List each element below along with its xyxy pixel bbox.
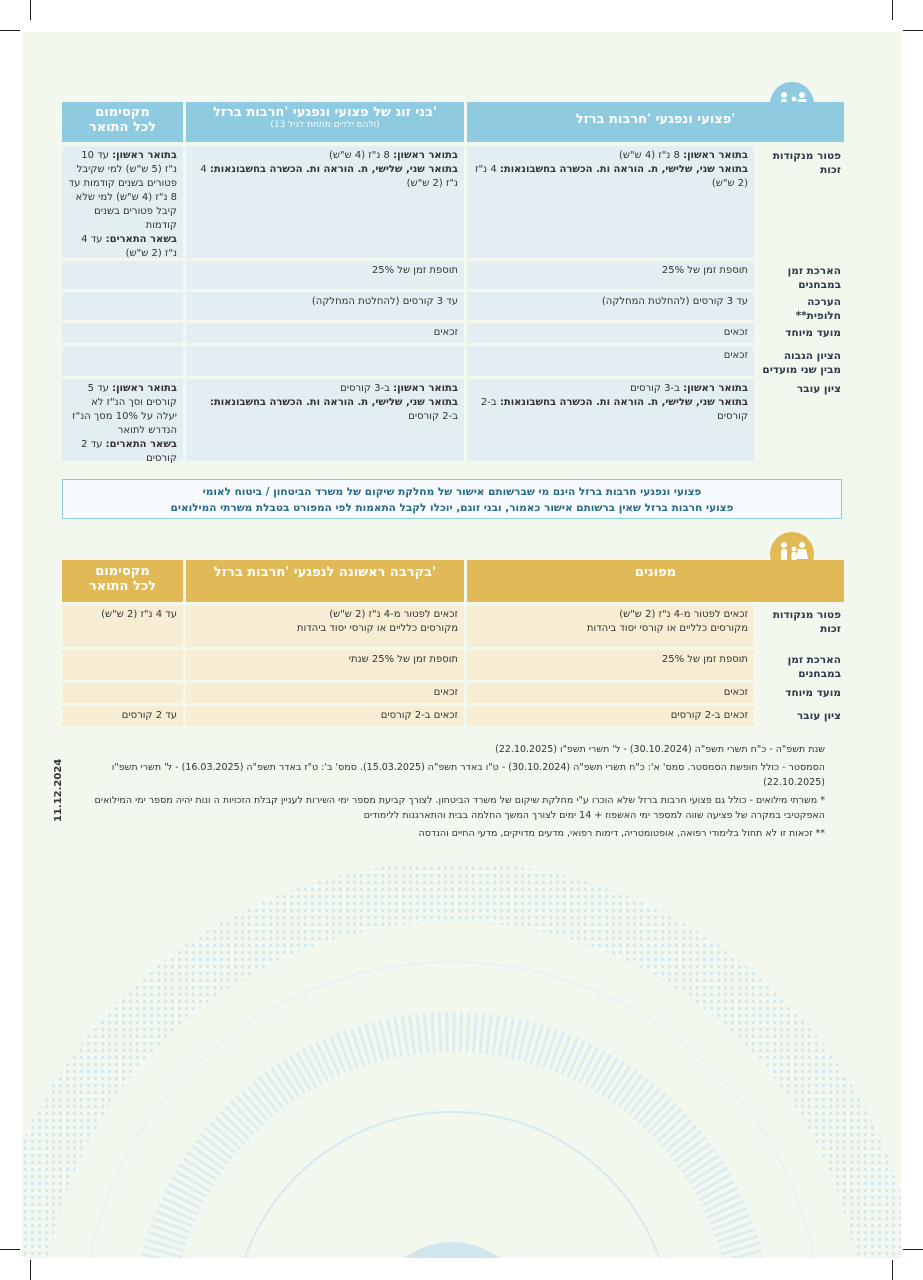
table-cell: זכאים [186, 683, 464, 703]
table-cell [62, 379, 183, 464]
cell-text: 8 נ"ז (4 ש"ש) [618, 150, 684, 161]
table-cell [186, 146, 464, 258]
cell-text: ב-2 קורסים [480, 397, 748, 422]
footnote: הסמסטר - כולל חופשת הסמסטר. סמס' א': כ"ח תשרי תשפ"ה (30.10.2024) - ט"ו באדר תשפ"ה (15.03.2025). סמס' ב': ט"ז באדר תשפ"ה (16.03.2025) - ל' תשרי תשפ"ו (22.10.2025) [111, 762, 825, 788]
table-cell [186, 605, 464, 647]
cell-text: 4 נ"ז (2 ש"ש) [475, 164, 748, 189]
table-cell: עד 4 נ"ז (2 ש"ש) [62, 605, 183, 647]
footnotes [85, 742, 825, 844]
cell-bold: בתואר שני, שלישי, ת. הוראה ות. הכשרה בחשבונאות: [499, 164, 748, 175]
notice-line: פצועי חרבות ברזל שאין ברשותם אישור כאמור, ובני זוגם, יוכלו לקבל התאמות לפי המפורט בטבלת משרתי המילואים [170, 502, 734, 514]
table1-header-col2 [186, 102, 464, 142]
row-label: ציון עובר [796, 383, 841, 395]
header-label: מקסימום [95, 564, 150, 579]
row-label: פטור מנקודות זכות [772, 609, 841, 635]
notice-line: פצועי ונפגעי חרבות ברזל הינם מי שברשותם אישור של מחלקת שיקום של משרד הביטחון / ביטוח לאומי [202, 486, 702, 498]
cell-text: ב-3 קורסים [340, 383, 394, 394]
cell-text: עד 2 קורסים [81, 439, 177, 464]
header-label: בני זוג של פצועי ונפגעי 'חרבות ברזל' [212, 105, 437, 120]
cell-bold: בתואר שני, שלישי, ת. הוראה ות. הכשרה בחשבונאות: [499, 397, 748, 408]
header-label: בקרבה ראשונה לנפגעי 'חרבות ברזל' [213, 565, 437, 580]
table-cell [62, 346, 183, 376]
cell-text: זכאים לפטור מ-4 נ"ז (2 ש"ש) [619, 609, 748, 620]
cell-bold: בתואר ראשון: [683, 383, 748, 394]
notice-box [62, 479, 842, 519]
cell-text: 4 נ"ז (2 ש"ש) [200, 164, 458, 189]
crop-mark [30, 1260, 31, 1280]
table2-header-max [62, 560, 183, 602]
header-label: לכל התואר [88, 120, 157, 135]
cell-text: ב-2 קורסים [408, 411, 458, 422]
crop-mark [903, 30, 923, 31]
cell-bold: בתואר ראשון: [112, 150, 177, 161]
cell-bold: בתואר שני, שלישי, ת. הוראה ות. הכשרה בחשבונאות: [209, 164, 458, 175]
crop-mark [30, 0, 31, 20]
table-cell: זכאים [467, 323, 754, 343]
cell-bold: בתואר ראשון: [112, 383, 177, 394]
footnote: ** זכאות זו לא תחול בלימודי רפואה, אופטומטריה, דימות רפואי, מדעים מדויקים, מדעי החיים והנדסה [418, 828, 825, 839]
table1-header-max [62, 102, 183, 142]
table-cell: זכאים [467, 346, 754, 376]
table-cell: תוספת זמן של 25% [467, 261, 754, 289]
row-label: פטור מנקודות זכות [772, 150, 841, 176]
crop-mark [903, 1249, 923, 1250]
row-label: הציון הגבוה מבין שני מועדים [762, 350, 841, 376]
table2-header-col2 [186, 560, 464, 602]
table-cell: תוספת זמן של 25% [186, 261, 464, 289]
header-label: מקסימום [95, 105, 150, 120]
table-cell [467, 379, 754, 461]
page [22, 32, 901, 1258]
cell-text: מקורסים כלליים או קורסי יסוד ביהדות [586, 623, 748, 634]
crop-mark [892, 1260, 893, 1280]
table-cell: עד 2 קורסים [62, 706, 183, 726]
cell-bold: בתואר שני, שלישי, ת. הוראה ות. הכשרה בחשבונאות: [209, 397, 458, 408]
table-cell: עד 3 קורסים (להחלטת המחלקה) [186, 292, 464, 320]
table-cell: תוספת זמן של 25% [467, 650, 754, 680]
table-cell [62, 683, 183, 703]
table1-header-col1 [467, 102, 844, 142]
table-cell [467, 605, 754, 647]
cell-text: עד 10 נ"ז (5 ש"ש) למי שקיבל פטורים בשנים קודמות עד 8 נ"ז (4 ש"ש) למי שלא קיבל פטורים בשנים קודמות [68, 150, 177, 231]
row-label: ציון עובר [796, 710, 841, 722]
footnote: שנת תשפ"ה - כ"ח תשרי תשפ"ה (30.10.2024) - ל' תשרי תשפ"ו (22.10.2025) [495, 744, 825, 755]
cell-text: עד 4 נ"ז (2 ש"ש) [81, 234, 177, 259]
header-label: לכל התואר [88, 579, 157, 594]
footnote: * משרתי מילואים - כולל גם פצועי חרבות ברזל שלא הוכרו ע"י מחלקת שיקום של משרד הביטחון. לצורך קביעת מספר ימי השירות לעניין קבלת הזכויות ה ונות יהיה מספר ימי המילואים האפקטיבי במקרה של פציעה שווה למספר ימי האשפוז + 14 ימים לצורך המשך החלמה בבית והתארגנות ללימודים [94, 795, 825, 821]
table-cell [62, 261, 183, 289]
table2-header-col1 [467, 560, 844, 602]
crop-mark [0, 1249, 20, 1250]
row-label: הערכה חלופית** [795, 296, 841, 322]
crop-mark [892, 0, 893, 20]
table-cell [186, 346, 464, 376]
table-cell: זכאים ב-2 קורסים [467, 706, 754, 726]
table-cell: זכאים [467, 683, 754, 703]
table-cell: זכאים [186, 323, 464, 343]
cell-bold: בתואר ראשון: [393, 150, 458, 161]
table-cell [186, 379, 464, 461]
table-cell [62, 650, 183, 680]
cell-text: עד 5 קורסים וסך הנ"ז לא יעלה על 10% מסך הנ"ז הנדרש לתואר [72, 383, 177, 436]
row-label: מועד מיוחד [785, 687, 841, 699]
cell-bold: בשאר התארים: [105, 234, 177, 245]
table-cell [62, 323, 183, 343]
document-date: 11.12.2024 [53, 758, 64, 822]
table-cell [467, 146, 754, 258]
cell-text: 8 נ"ז (4 ש"ש) [328, 150, 394, 161]
header-sublabel: (ולהם ילדים מתחת לגיל 13) [270, 120, 380, 130]
cell-text: זכאים לפטור מ-4 נ"ז (2 ש"ש) [329, 609, 458, 620]
cell-text: ב-3 קורסים [630, 383, 684, 394]
row-label: הארכת זמן במבחנים [787, 654, 841, 680]
cell-bold: בתואר ראשון: [393, 383, 458, 394]
header-label: פצועי ונפגעי 'חרבות ברזל' [575, 112, 736, 127]
table-cell: זכאים ב-2 קורסים [186, 706, 464, 726]
cell-text: מקורסים כלליים או קורסי יסוד ביהדות [296, 623, 458, 634]
row-label: הארכת זמן במבחנים [787, 265, 841, 291]
table-cell: תוספת זמן של 25% שנתי [186, 650, 464, 680]
cell-bold: בתואר ראשון: [683, 150, 748, 161]
table-cell [62, 146, 183, 258]
crop-mark [0, 30, 20, 31]
table-cell [62, 292, 183, 320]
cell-bold: בשאר התארים: [105, 439, 177, 450]
row-label: מועד מיוחד [785, 327, 841, 339]
header-label: מפונים [634, 565, 677, 580]
table-cell: עד 3 קורסים (להחלטת המחלקה) [467, 292, 754, 320]
